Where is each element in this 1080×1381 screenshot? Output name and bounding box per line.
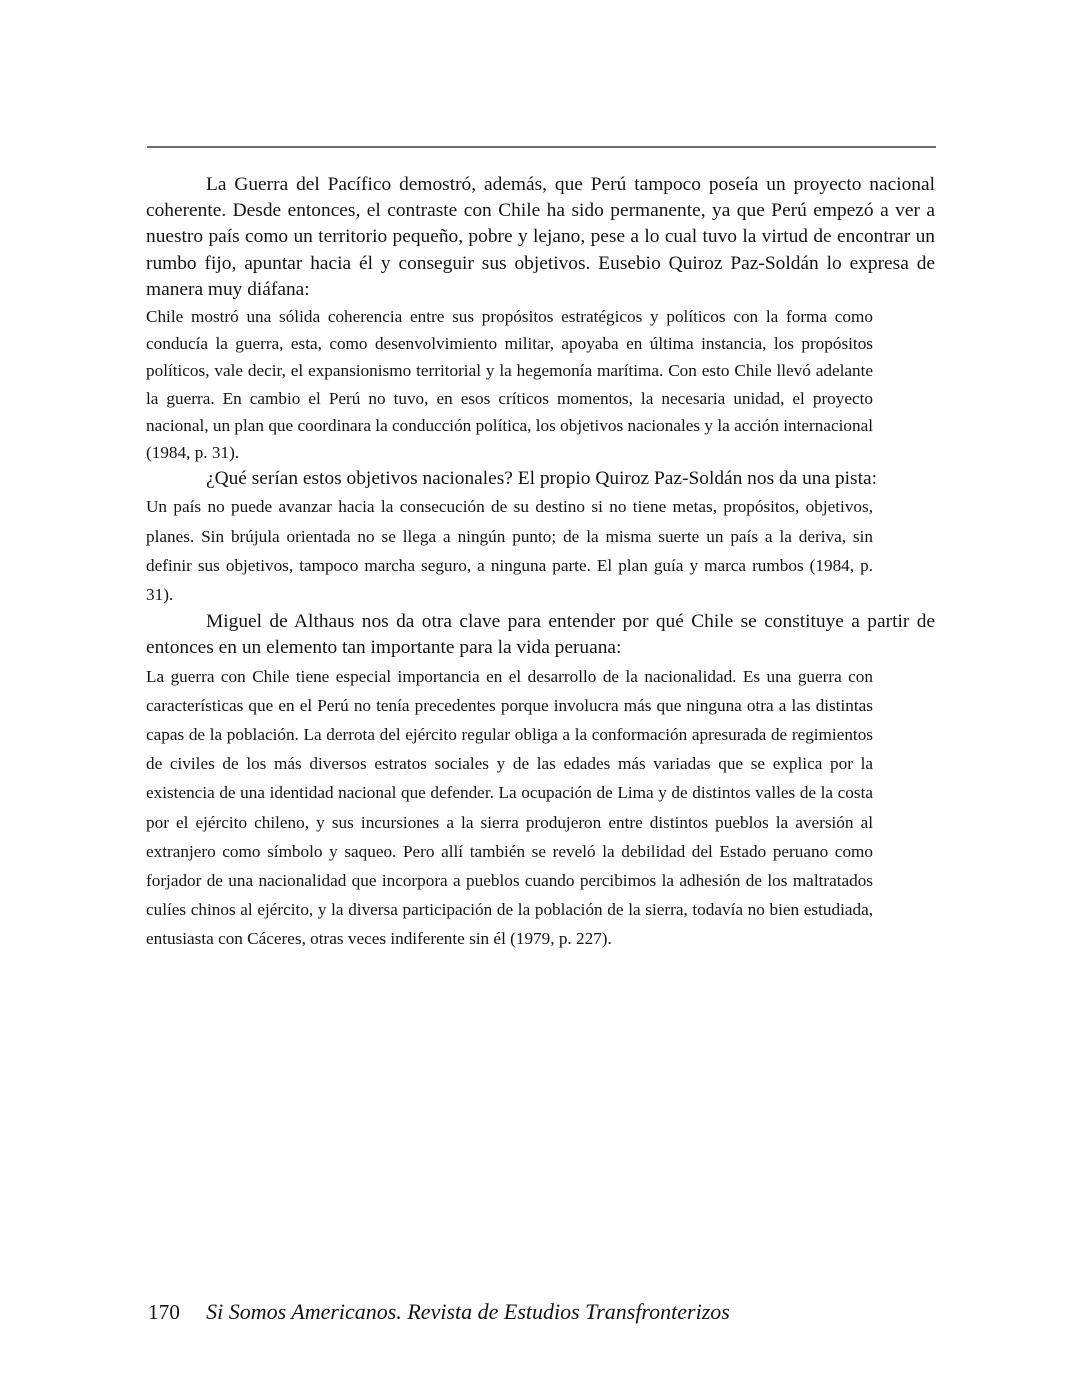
block-quote-2-text: Un país no puede avanzar hacia la consecución de su destino si no tiene metas, propósitos, objetivos, planes. Sin brújula orientada no se llega a ningún punto; de la misma suerte un país a la deriva, sin definir sus objetivos, tampoco marcha seguro, a ninguna parte. El plan guía y marca rumbos (1984, p. 31). [146,497,873,605]
page-content [146,172,935,954]
page-footer [148,1298,730,1326]
header-rule-divider [147,146,936,148]
body-paragraph-3: Miguel de Althaus nos da otra clave para entender por qué Chile se constituye a partir de entonces en un elemento tan importante para la vida peruana: [146,611,935,659]
body-paragraph-1: La Guerra del Pacífico demostró, además, que Perú tampoco poseía un proyecto nacional coherente. Desde entonces, el contraste con Chile ha sido permanente, ya que Perú empezó a ver a nuestro país como un territorio pequeño, pobre y lejano, pese a lo cual tuvo la virtud de encontrar un rumbo fijo, apuntar hacia él y conseguir sus objetivos. Eusebio Quiroz Paz-Soldán lo expresa de manera muy diáfana: [146,174,935,300]
block-quote-3 [146,662,873,954]
block-quote-1 [146,303,873,466]
footer-journal-title: Si Somos Americanos. Revista de Estudios Transfronterizos [206,1299,730,1324]
block-quote-1-text: Chile mostró una sólida coherencia entre sus propósitos estratégicos y políticos con la forma como conducía la guerra, esta, como desenvolvimiento militar, apoyaba en última instancia, los propósitos políticos, vale decir, el expansionismo territorial y la hegemonía marítima. Con esto Chile llevó adelante la guerra. En cambio el Perú no tuvo, en esos críticos momentos, la necesaria unidad, el proyecto nacional, un plan que coordinara la conducción política, los objetivos nacionales y la acción internacional (1984, p. 31). [146,307,873,463]
block-quote-3-text: La guerra con Chile tiene especial importancia en el desarrollo de la nacionalidad. Es una guerra con características que en el Perú no tenía precedentes porque involucra más que ninguna otra a las distintas capas de la población. La derrota del ejército regular obliga a la conformación apresurada de regimientos de civiles de los más diversos estratos sociales y de las edades más variadas que se explica por la existencia de una identidad nacional que defender. La ocupación de Lima y de distintos valles de la costa por el ejército chileno, y sus incursiones a la sierra produjeron entre distintos pueblos la aversión al extranjero como símbolo y saqueo. Pero allí también se reveló la debilidad del Estado peruano como forjador de una nacionalidad que incorpora a pueblos cuando percibimos la adhesión de los maltratados culíes chinos al ejército, y la diversa participación de la población de la sierra, todavía no bien estudiada, entusiasta con Cáceres, otras veces indiferente sin él (1979, p. 227). [146,666,873,949]
block-quote-2 [146,492,873,609]
footer-page-number: 170 [148,1300,181,1324]
body-paragraph-2: ¿Qué serían estos objetivos nacionales? El propio Quiroz Paz-Soldán nos da una pista: [206,468,877,490]
